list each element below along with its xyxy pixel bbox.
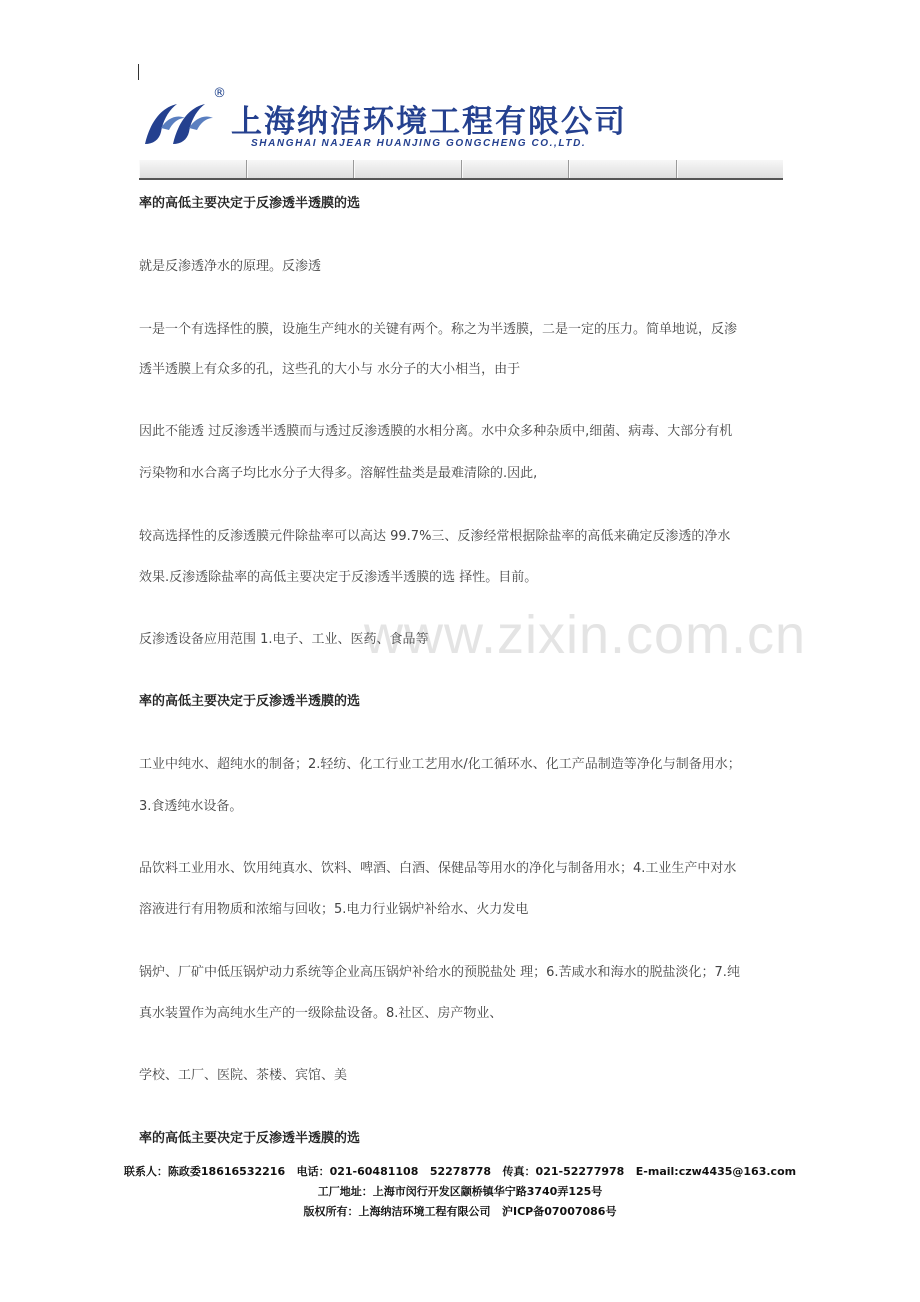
paragraph-line: 溶液进行有用物质和浓缩与回收；5.电力行业锅炉补给水、火力发电: [139, 902, 529, 917]
paragraph-line: 3.食透纯水设备。: [139, 799, 243, 814]
paragraph-line: 品饮料工业用水、饮用纯真水、饮料、啤酒、白酒、保健品等用水的净化与制备用水；4.工业生产中对水: [139, 861, 737, 876]
footer-address: 工厂地址：上海市闵行开发区颛桥镇华宁路3740弄125号: [317, 1185, 603, 1198]
site-watermark: www.zixin.com.cn: [364, 605, 807, 665]
paragraph-line: 反渗透设备应用范围 1.电子、工业、医药、食品等: [139, 632, 429, 647]
nav-item[interactable]: [677, 160, 784, 178]
section-heading: 率的高低主要决定于反渗透半透膜的选: [139, 196, 361, 211]
paragraph-line: 因此不能透 过反渗透半透膜而与透过反渗透膜的水相分离。水中众多种杂质中,细菌、病毒、大部分有机: [139, 424, 733, 439]
nav-item[interactable]: [139, 160, 247, 178]
section-heading: 率的高低主要决定于反渗透半透膜的选: [139, 694, 361, 709]
company-name-en: SHANGHAI NAJEAR HUANJING GONGCHENG CO.,LTD.: [251, 138, 587, 149]
paragraph-line: 工业中纯水、超纯水的制备；2.轻纺、化工行业工艺用水/化工循环水、化工产品制造等净化与制备用水；: [139, 757, 741, 772]
footer-contact: 联系人：陈政委18616532216 电话：021-60481108 52278778 传真：021-52277978 E-mail:czw4435@163.com: [123, 1165, 797, 1178]
section-heading: 率的高低主要决定于反渗透半透膜的选: [139, 1131, 361, 1146]
navigation-bar: [139, 160, 783, 180]
paragraph-line: 锅炉、厂矿中低压锅炉动力系统等企业高压锅炉补给水的预脱盐处 理；6.苦咸水和海水的脱盐淡化；7.纯: [139, 965, 740, 980]
text-cursor: [138, 64, 139, 80]
paragraph-line: 较高选择性的反渗透膜元件除盐率可以高达 99.7%三、反渗经常根据除盐率的高低来确定反渗透的净水: [139, 529, 731, 544]
paragraph-line: 一是一个有选择性的膜，设施生产纯水的关键有两个。称之为半透膜，二是一定的压力。简单地说，反渗: [139, 322, 738, 337]
paragraph-line: 学校、工厂、医院、茶楼、宾馆、美: [139, 1068, 348, 1083]
nav-item[interactable]: [247, 160, 355, 178]
company-logo-icon: [139, 98, 219, 148]
paragraph-line: 效果.反渗透除盐率的高低主要决定于反渗透半透膜的选 择性。目前。: [139, 570, 538, 585]
nav-item[interactable]: [569, 160, 677, 178]
paragraph-line: 污染物和水合离子均比水分子大得多。溶解性盐类是最难清除的.因此,: [139, 466, 538, 481]
nav-item[interactable]: [354, 160, 462, 178]
registered-mark: ®: [213, 86, 226, 101]
nav-item[interactable]: [462, 160, 570, 178]
paragraph-line: 真水装置作为高纯水生产的一级除盐设备。8.社区、房产物业、: [139, 1006, 503, 1021]
paragraph-line: 就是反渗透净水的原理。反渗透: [139, 259, 322, 274]
paragraph-line: 透半透膜上有众多的孔，这些孔的大小与 水分子的大小相当，由于: [139, 362, 521, 377]
footer-copyright: 版权所有：上海纳洁环境工程有限公司 沪ICP备07007086号: [303, 1205, 617, 1218]
company-name-cn: 上海纳洁环境工程有限公司: [231, 104, 627, 140]
